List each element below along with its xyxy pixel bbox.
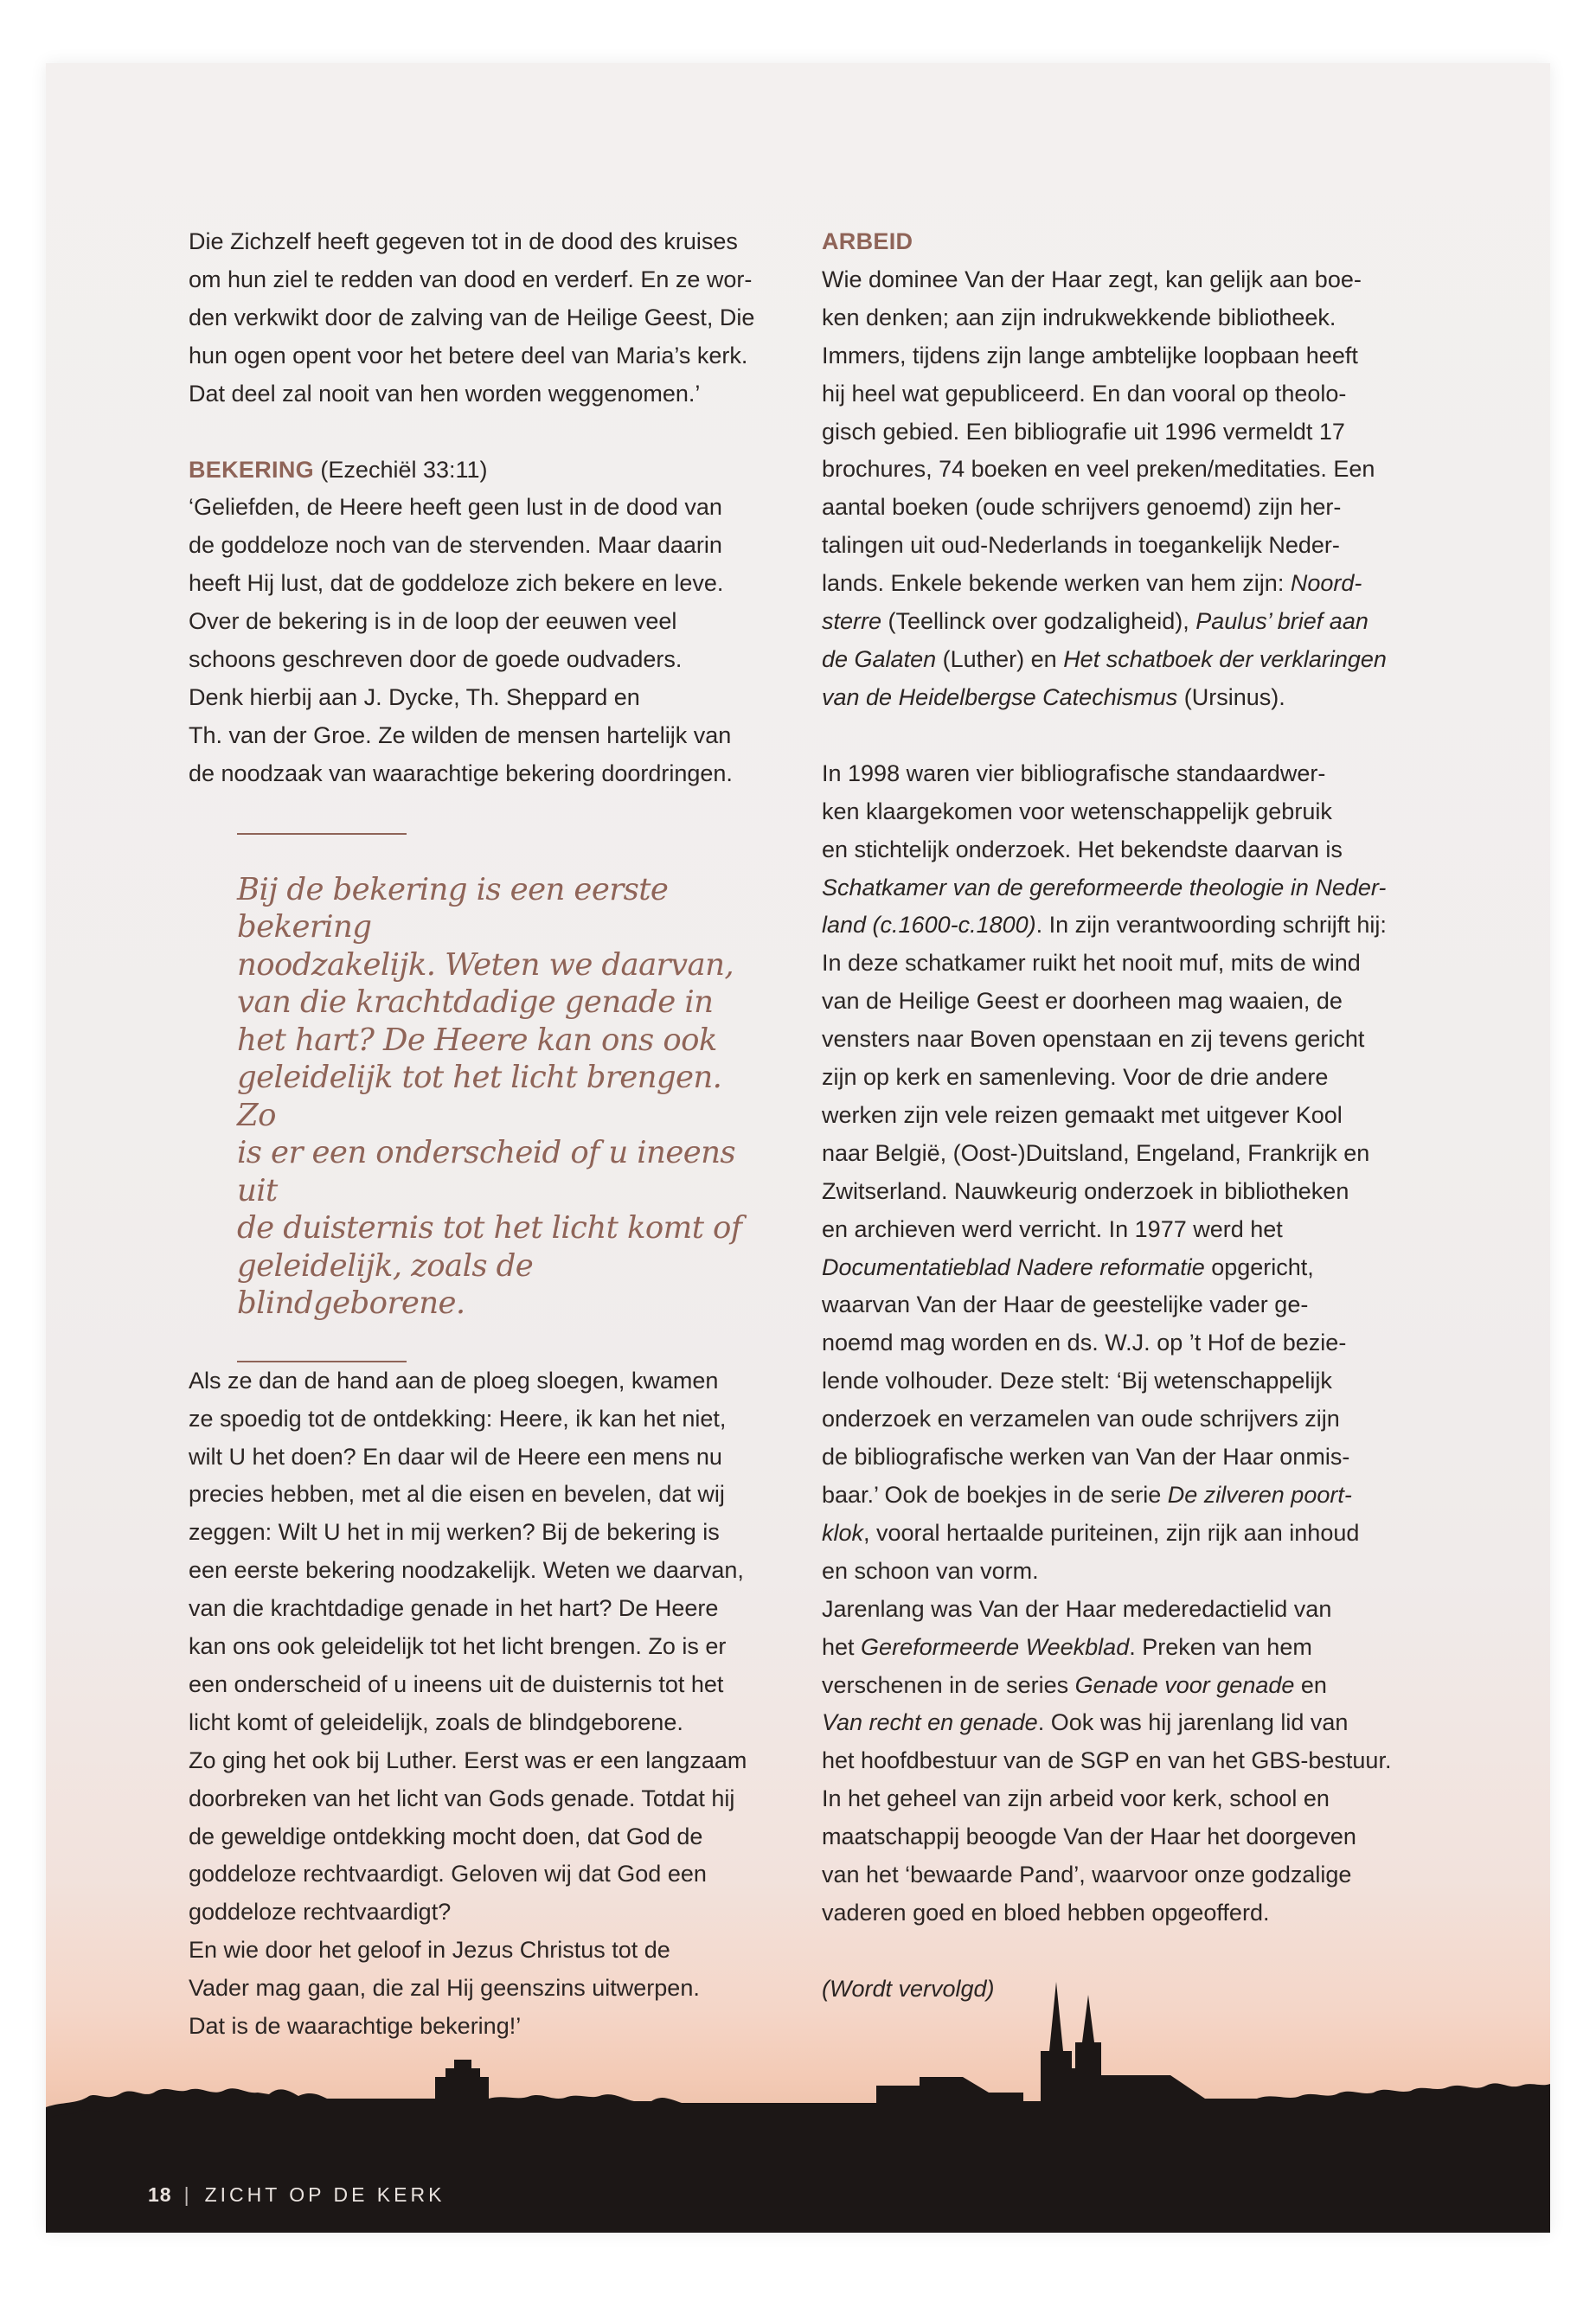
text-line: opgericht, bbox=[1204, 1253, 1314, 1280]
book-title: De zilveren poort- bbox=[1167, 1482, 1352, 1508]
text-line: Dat is de waarachtige bekering!’ bbox=[189, 2013, 522, 2040]
text-line: . Preken van hem bbox=[1129, 1633, 1312, 1660]
text-line: het hoofdbestuur van de SGP en van het GBS-bestuur. bbox=[822, 1747, 1392, 1774]
book-title: Paulus’ brief aan bbox=[1195, 608, 1368, 635]
text-line: hun ogen opent voor het betere deel van Maria’s kerk. bbox=[189, 342, 748, 369]
intro-paragraph bbox=[189, 223, 785, 413]
text-line: zijn op kerk en samenleving. Voor de drie andere bbox=[822, 1064, 1329, 1091]
book-title: klok bbox=[822, 1519, 864, 1546]
text-line: maatschappij beoogde Van der Haar het doorgeven bbox=[822, 1823, 1356, 1850]
right-column bbox=[822, 223, 1419, 2009]
quote-line: de duisternis tot het licht komt of bbox=[237, 1210, 742, 1247]
text-line: een onderscheid of u ineens uit de duisternis tot het bbox=[189, 1670, 724, 1697]
text-line: van het ‘bewaarde Pand’, waarvoor onze godzalige bbox=[822, 1862, 1352, 1888]
pull-quote bbox=[237, 833, 756, 1362]
text-line: de noodzaak van waarachtige bekering doordringen. bbox=[189, 760, 733, 786]
text-line: het bbox=[822, 1633, 862, 1660]
text-line: waarvan Van der Haar de geestelijke vader ge- bbox=[822, 1292, 1309, 1318]
text-line: en schoon van vorm. bbox=[822, 1557, 1039, 1584]
quote-rule-top bbox=[237, 833, 407, 835]
text-line: . In zijn verantwoording schrijft hij: bbox=[1035, 912, 1387, 939]
footer-separator: | bbox=[183, 2183, 193, 2206]
text-line: van de Heilige Geest er doorheen mag waaien, de bbox=[822, 988, 1343, 1015]
text-line: licht komt of geleidelijk, zoals de blindgeborene. bbox=[189, 1708, 683, 1735]
book-title: Van recht en genade bbox=[822, 1709, 1038, 1736]
text-line: (Ursinus). bbox=[1177, 683, 1285, 710]
section-heading-bekering: BEKERING bbox=[189, 456, 314, 483]
text-line: schoons geschreven door de goede oudvaders. bbox=[189, 646, 683, 673]
quote-line: noodzakelijk. Weten we daarvan, bbox=[237, 946, 734, 983]
text-line: In deze schatkamer ruikt het nooit muf, mits de wind bbox=[822, 950, 1361, 977]
text-line: talingen uit oud-Nederlands in toegankelijk Neder- bbox=[822, 532, 1340, 559]
text-line: doorbreken van het licht van Gods genade. Totdat hij bbox=[189, 1785, 735, 1811]
left-column bbox=[189, 223, 785, 2046]
quote-line: van die krachtdadige genade in bbox=[237, 984, 714, 1021]
tree-line bbox=[46, 2110, 108, 2233]
text-line: om hun ziel te redden van dood en verderf. En ze wor- bbox=[189, 266, 753, 292]
book-title: Noord- bbox=[1290, 570, 1362, 597]
text-line: Jarenlang was Van der Haar mederedactielid van bbox=[822, 1595, 1332, 1622]
text-line: vaderen goed en bloed hebben opgeofferd. bbox=[822, 1899, 1270, 1926]
text-line: heeft Hij lust, dat de goddeloze zich bekere en leve. bbox=[189, 570, 724, 597]
quote-line: geleidelijk, zoals de blindgeborene. bbox=[237, 1247, 534, 1322]
text-line: en stichtelijk onderzoek. Het bekendste daarvan is bbox=[822, 836, 1343, 862]
text-line: (Luther) en bbox=[936, 645, 1064, 672]
text-line: de bibliografische werken van Van der Haar onmis- bbox=[822, 1444, 1350, 1471]
text-line: ze spoedig tot de ontdekking: Heere, ik kan het niet, bbox=[189, 1405, 727, 1432]
text-line: de geweldige ontdekking mocht doen, dat God de bbox=[189, 1823, 703, 1849]
book-title: sterre bbox=[822, 608, 882, 635]
text-line: In 1998 waren vier bibliografische standaardwer- bbox=[822, 760, 1326, 786]
book-title: Gereformeerde Weekblad bbox=[861, 1633, 1130, 1660]
text-line: Over de bekering is in de loop der eeuwen veel bbox=[189, 608, 677, 635]
quote-line: Bij de bekering is een eerste bekering bbox=[237, 871, 669, 945]
text-line: Die Zichzelf heeft gegeven tot in de dood des kruises bbox=[189, 228, 738, 254]
text-line: ken denken; aan zijn indrukwekkende bibliotheek. bbox=[822, 304, 1336, 330]
text-line: . Ook was hij jarenlang lid van bbox=[1037, 1709, 1349, 1736]
text-line: kan ons ook geleidelijk tot het licht brengen. Zo is er bbox=[189, 1633, 727, 1660]
book-title: land (c.1600-c.1800) bbox=[822, 912, 1036, 939]
text-line: goddeloze rechtvaardigt? bbox=[189, 1899, 452, 1926]
book-title: Het schatboek der verklaringen bbox=[1063, 645, 1387, 672]
magazine-name: ZICHT OP DE KERK bbox=[204, 2183, 445, 2206]
text-line: , vooral hertaalde puriteinen, zijn rijk aan inhoud bbox=[863, 1519, 1360, 1546]
text-line: lands. Enkele bekende werken van hem zijn: bbox=[822, 570, 1291, 597]
text-line: Zo ging het ook bij Luther. Eerst was er een langzaam bbox=[189, 1747, 747, 1773]
text-line: onderzoek en verzamelen van oude schrijvers zijn bbox=[822, 1406, 1340, 1433]
continued-text: (Wordt vervolgd) bbox=[822, 1975, 995, 2002]
bibliografie-paragraph bbox=[822, 755, 1419, 1932]
scripture-reference: (Ezechiël 33:11) bbox=[313, 456, 488, 483]
text-line: ken klaargekomen voor wetenschappelijk gebruik bbox=[822, 798, 1332, 824]
text-line: In het geheel van zijn arbeid voor kerk, school en bbox=[822, 1785, 1330, 1812]
luther-paragraph bbox=[189, 1362, 785, 2046]
text-line: en archieven werd verricht. In 1977 werd het bbox=[822, 1215, 1283, 1242]
text-line: brochures, 74 boeken en veel preken/meditaties. Een bbox=[822, 456, 1375, 483]
arbeid-paragraph bbox=[822, 223, 1419, 717]
quote-line: het hart? De Heere kan ons ook bbox=[237, 1022, 717, 1058]
text-line: werken zijn vele reizen gemaakt met uitgever Kool bbox=[822, 1101, 1343, 1128]
section-heading-arbeid: ARBEID bbox=[822, 228, 913, 254]
text-line: Th. van der Groe. Ze wilden de mensen hartelijk van bbox=[189, 721, 732, 748]
book-title: Schatkamer van de gereformeerde theologie in Neder- bbox=[822, 874, 1387, 901]
text-line: Als ze dan de hand aan de ploeg sloegen, kwamen bbox=[189, 1367, 719, 1394]
page bbox=[46, 63, 1550, 2233]
pull-quote-text bbox=[237, 871, 756, 1323]
text-line: En wie door het geloof in Jezus Christus tot de bbox=[189, 1937, 670, 1964]
page-number: 18 bbox=[148, 2183, 172, 2206]
text-line: Denk hierbij aan J. Dycke, Th. Sheppard en bbox=[189, 683, 640, 710]
text-line: en bbox=[1294, 1671, 1327, 1698]
text-line: vensters naar Boven openstaan en zij tevens gericht bbox=[822, 1026, 1365, 1053]
text-line: noemd mag worden en ds. W.J. op ’t Hof de bezie- bbox=[822, 1330, 1347, 1356]
text-line: Wie dominee Van der Haar zegt, kan gelijk aan boe- bbox=[822, 266, 1362, 292]
text-line: Zwitserland. Nauwkeurig onderzoek in bibliotheken bbox=[822, 1177, 1349, 1204]
text-line: van die krachtdadige genade in het hart? De Heere bbox=[189, 1595, 719, 1622]
book-title: van de Heidelbergse Catechismus bbox=[822, 683, 1178, 710]
text-line: een eerste bekering noodzakelijk. Weten we daarvan, bbox=[189, 1557, 744, 1584]
page-footer bbox=[148, 2183, 445, 2207]
text-line: wilt U het doen? En daar wil de Heere een mens nu bbox=[189, 1443, 722, 1470]
text-line: de goddeloze noch van de stervenden. Maar daarin bbox=[189, 532, 722, 559]
text-line: aantal boeken (oude schrijvers genoemd) zijn her- bbox=[822, 494, 1342, 521]
text-line: gisch gebied. Een bibliografie uit 1996 vermeldt 17 bbox=[822, 418, 1345, 445]
text-line: naar België, (Oost-)Duitsland, Engeland, Frankrijk en bbox=[822, 1139, 1370, 1166]
quote-line: is er een onderscheid of u ineens uit bbox=[237, 1135, 736, 1208]
text-line: goddeloze rechtvaardigt. Geloven wij dat God een bbox=[189, 1861, 707, 1888]
text-line: baar.’ Ook de boekjes in de serie bbox=[822, 1482, 1168, 1508]
book-title: de Galaten bbox=[822, 645, 937, 672]
text-line: hij heel wat gepubliceerd. En dan vooral op theolo- bbox=[822, 380, 1347, 407]
book-title: Genade voor genade bbox=[1074, 1671, 1295, 1698]
text-line: Vader mag gaan, die zal Hij geenszins uitwerpen. bbox=[189, 1975, 700, 2002]
text-line: verschenen in de series bbox=[822, 1671, 1075, 1698]
bekering-paragraph bbox=[189, 452, 785, 793]
text-line: (Teellinck over godzaligheid), bbox=[881, 608, 1196, 635]
text-line: den verkwikt door de zalving van de Heilige Geest, Die bbox=[189, 304, 755, 330]
text-line: zeggen: Wilt U het in mij werken? Bij de bekering is bbox=[189, 1519, 720, 1546]
quote-line: geleidelijk tot het licht brengen. Zo bbox=[237, 1060, 722, 1133]
text-line: lende volhouder. Deze stelt: ‘Bij wetenschappelijk bbox=[822, 1368, 1332, 1394]
text-line: ‘Geliefden, de Heere heeft geen lust in de dood van bbox=[189, 494, 722, 521]
book-title: Documentatieblad Nadere reformatie bbox=[822, 1253, 1205, 1280]
text-line: Immers, tijdens zijn lange ambtelijke loopbaan heeft bbox=[822, 342, 1358, 369]
text-line: Dat deel zal nooit van hen worden weggenomen.’ bbox=[189, 380, 701, 407]
text-line: precies hebben, met al die eisen en bevelen, dat wij bbox=[189, 1481, 725, 1508]
